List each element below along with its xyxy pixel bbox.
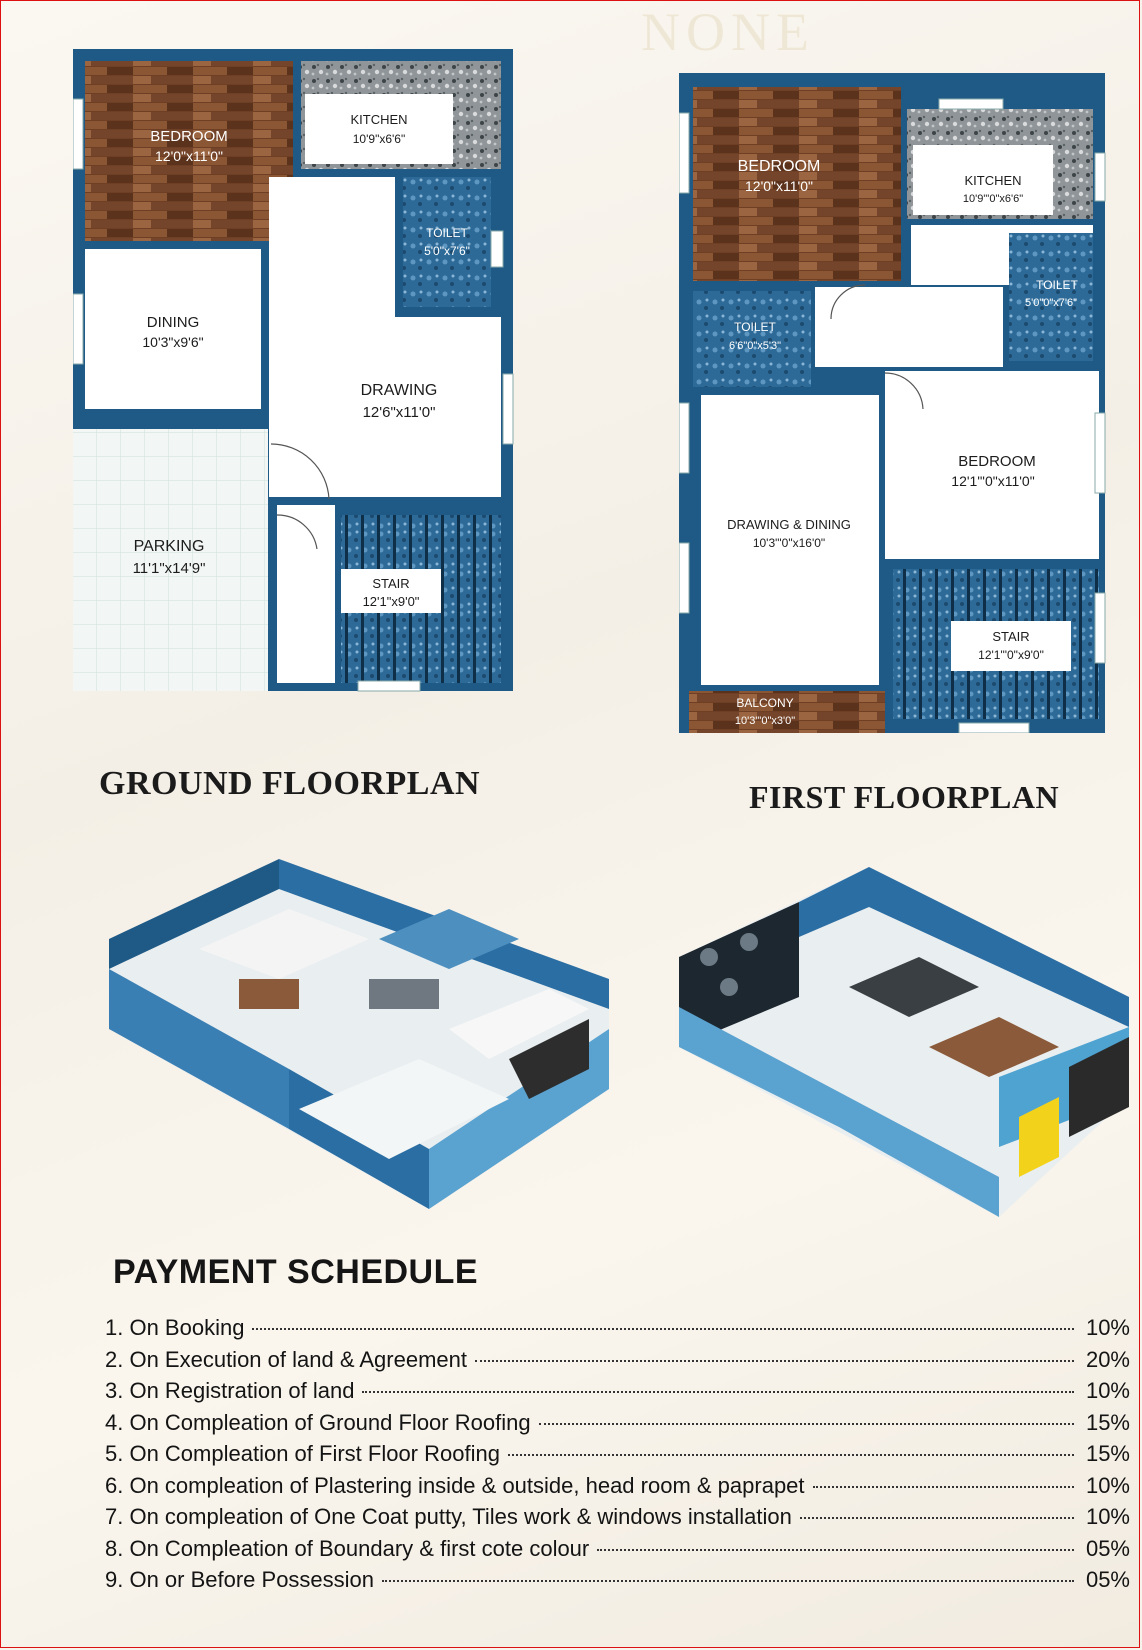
gf-kitchen-size: 10'9"x6'6": [352, 132, 406, 146]
ff-toilet2-size: 6'6"0"x5'3": [728, 340, 782, 352]
payment-item-percent: 10%: [1085, 1378, 1130, 1403]
ff-stair-name: STAIR: [992, 629, 1030, 644]
ff-bedroom2-size: 12'1"'0"x11'0": [951, 473, 1035, 489]
ground-floor-plan: [73, 49, 543, 729]
ff-kitchen-name: KITCHEN: [964, 173, 1022, 188]
gf-toilet-size: 5'0"x7'6": [424, 244, 470, 258]
ff-drawing-dining-size: 10'3"'0"x16'0": [752, 536, 826, 550]
ff-drawing-dining-name: DRAWING & DINING: [727, 517, 851, 532]
list-item: [105, 1347, 1130, 1379]
payment-schedule-list: [105, 1315, 1130, 1599]
first-floor-plan: [679, 73, 1119, 733]
ff-toilet1-name: TOILET: [1036, 278, 1078, 292]
watermark-logo: NONE: [641, 2, 815, 62]
ff-toilet2-name: TOILET: [734, 320, 776, 334]
payment-item-label: 1. On Booking: [105, 1315, 245, 1340]
dot-leader: [597, 1549, 1074, 1551]
dot-leader: [252, 1328, 1074, 1330]
payment-item-percent: 05%: [1085, 1535, 1130, 1561]
gf-kitchen-name: KITCHEN: [350, 112, 408, 127]
gf-toilet-name: TOILET: [426, 226, 468, 240]
dot-leader: [508, 1454, 1074, 1456]
list-item: [105, 1410, 1130, 1442]
payment-item-percent: 05%: [1085, 1567, 1130, 1592]
payment-item-label: 3. On Registration of land: [105, 1378, 355, 1403]
ff-kitchen-size: 10'9"'0"x6'6": [962, 193, 1024, 205]
payment-item-percent: 20%: [1085, 1346, 1130, 1372]
gf-bedroom-name: BEDROOM: [150, 128, 228, 145]
gf-dining-size: 10'3"x9'6": [142, 334, 204, 350]
list-item: [105, 1567, 1130, 1599]
ff-balcony-size: 10'3"'0"x3'0": [734, 715, 796, 727]
first-floor-title: FIRST FLOORPLAN: [749, 779, 1060, 815]
payment-schedule-title: PAYMENT SCHEDULE: [113, 1253, 479, 1291]
ground-floor-3d-render: [89, 829, 629, 1234]
payment-item-percent: 15%: [1085, 1409, 1130, 1435]
dot-leader: [475, 1360, 1074, 1362]
gf-stair-size: 12'1"x9'0": [362, 594, 420, 609]
payment-item-label: 5. On Compleation of First Floor Roofing: [105, 1441, 500, 1466]
list-item: [105, 1504, 1130, 1536]
gf-toilet-floor: [403, 177, 491, 307]
ff-bedroom1-name: BEDROOM: [737, 158, 821, 175]
gf-parking-size: 11'1"x14'9": [132, 560, 206, 577]
ff-bedroom1-size: 12'0"x11'0": [745, 178, 813, 194]
dot-leader: [800, 1517, 1074, 1519]
payment-item-percent: 15%: [1085, 1441, 1130, 1466]
payment-item-label: 8. On Compleation of Boundary & first cote colour: [105, 1535, 590, 1561]
payment-item-label: 9. On or Before Possession: [105, 1567, 375, 1592]
payment-item-label: 7. On compleation of One Coat putty, Tiles work & windows installation: [105, 1504, 792, 1529]
ff-toilet2-floor: [693, 291, 811, 387]
ff-toilet1-size: 5'0"0"x7'6": [1024, 297, 1078, 309]
list-item: [105, 1378, 1130, 1410]
ground-floor-title: GROUND FLOORPLAN: [99, 765, 481, 802]
gf-drawing-name: DRAWING: [360, 382, 438, 399]
list-item: [105, 1315, 1130, 1347]
ff-balcony-name: BALCONY: [736, 696, 794, 710]
list-item: [105, 1536, 1130, 1568]
payment-item-percent: 10%: [1085, 1504, 1130, 1529]
payment-item-label: 2. On Execution of land & Agreement: [105, 1346, 468, 1372]
dot-leader: [382, 1580, 1074, 1582]
gf-stair-name: STAIR: [372, 576, 410, 591]
dot-leader: [362, 1391, 1074, 1393]
list-item: [105, 1441, 1130, 1473]
payment-item-label: 4. On Compleation of Ground Floor Roofing: [105, 1409, 531, 1435]
payment-item-label: 6. On compleation of Plastering inside & outside, head room & paprapet: [105, 1472, 805, 1498]
ff-bedroom2-name: BEDROOM: [958, 453, 1036, 470]
list-item: [105, 1473, 1130, 1505]
gf-bedroom-size: 12'0"x11'0": [155, 148, 223, 164]
payment-item-percent: 10%: [1085, 1315, 1130, 1340]
gf-drawing-size: 12'6"x11'0": [362, 404, 436, 421]
gf-dining-name: DINING: [146, 314, 200, 331]
dot-leader: [539, 1423, 1074, 1425]
gf-parking-name: PARKING: [133, 538, 205, 555]
first-floor-3d-render: [669, 847, 1139, 1232]
ff-stair-size: 12'1"'0"x9'0": [978, 648, 1044, 662]
dot-leader: [813, 1486, 1074, 1488]
payment-item-percent: 10%: [1085, 1472, 1130, 1498]
